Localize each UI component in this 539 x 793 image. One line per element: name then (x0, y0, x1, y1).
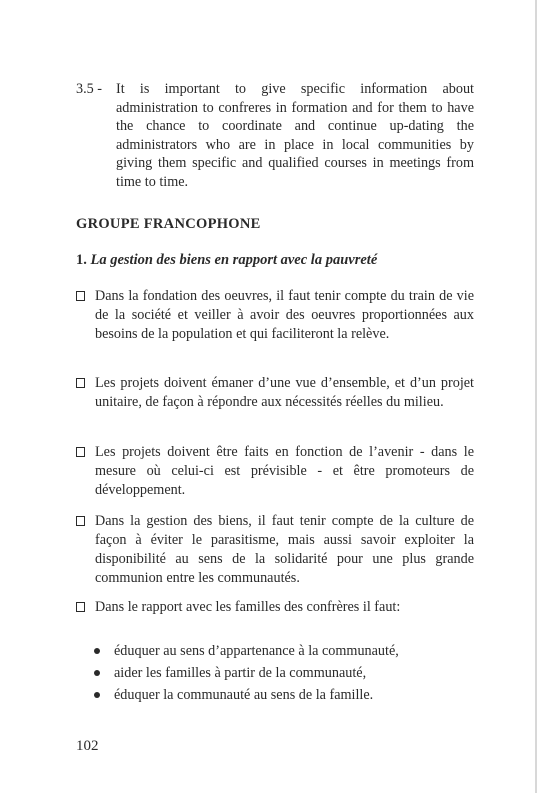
subheading-title: La gestion des biens en rapport avec la pauvreté (90, 252, 378, 268)
sub-list (92, 640, 399, 706)
checkbox-bullet-icon (76, 516, 85, 526)
list-item-text: Dans la gestion des biens, il faut tenir compte de la culture de façon à éviter le parasitisme, mais aussi savoir exploiter la disponibilité au sens de la solidarité pour une plus grande communion entre les communautés. (95, 513, 474, 586)
list-item (76, 374, 474, 412)
paragraph-text: It is important to give specific information about administration to confreres in formation and for them to have the chance to coordinate and continue up-dating the administrators who are in place in local communities by giving them specific and qualified courses in meetings from time to time. (116, 81, 474, 190)
sub-list-item (92, 684, 399, 706)
list-item (76, 598, 474, 617)
list-item (76, 287, 474, 344)
bullet-dot-icon (94, 648, 100, 654)
checkbox-bullet-icon (76, 378, 85, 388)
list-item (76, 443, 474, 500)
list-item-text: Les projets doivent être faits en fonction de l’avenir - dans le mesure où celui-ci est prévisible - et être promoteurs de développement. (95, 444, 474, 498)
checkbox-bullet-icon (76, 447, 85, 457)
sub-list-item (92, 640, 399, 662)
bullet-dot-icon (94, 670, 100, 676)
sub-list-item (92, 662, 399, 684)
page-number: 102 (76, 738, 99, 754)
subheading (76, 252, 377, 269)
sub-list-item-text: éduquer au sens d’appartenance à la communauté, (114, 643, 399, 659)
sub-list-item-text: aider les familles à partir de la communauté, (114, 665, 367, 681)
section-heading: GROUPE FRANCOPHONE (76, 216, 261, 232)
checkbox-bullet-icon (76, 291, 85, 301)
bullet-dot-icon (94, 692, 100, 698)
list-item (76, 512, 474, 588)
list-item-text: Les projets doivent émaner d’une vue d’ensemble, et d’un projet unitaire, de façon à répondre aux nécessités réelles du milieu. (95, 375, 474, 410)
checkbox-bullet-icon (76, 602, 85, 612)
page-edge (535, 0, 537, 793)
list-item-text: Dans le rapport avec les familles des confrères il faut: (95, 599, 401, 615)
subheading-number: 1. (76, 252, 87, 268)
paragraph-3-5 (76, 80, 474, 192)
paragraph-number: 3.5 - (76, 81, 103, 97)
sub-list-item-text: éduquer la communauté au sens de la famille. (114, 687, 374, 703)
list-item-text: Dans la fondation des oeuvres, il faut tenir compte du train de vie de la société et veiller à avoir des oeuvres proportionnées aux besoins de la population et qui faciliteront la relève. (95, 288, 474, 342)
